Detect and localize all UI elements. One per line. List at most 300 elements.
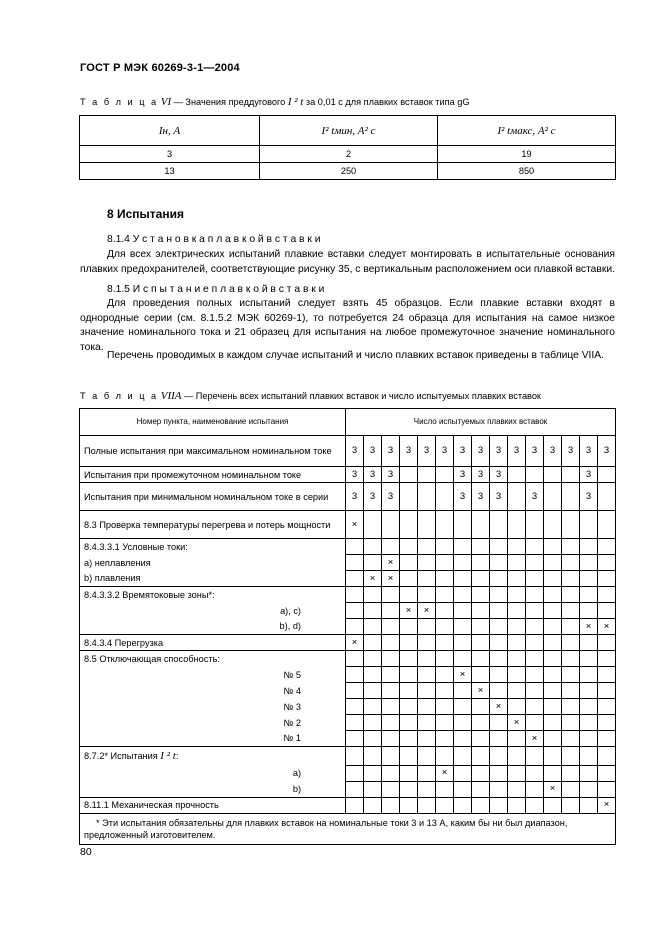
table7-cell [526, 587, 544, 603]
table7-cell [580, 603, 598, 619]
table-row [80, 539, 616, 555]
table7-cell [580, 667, 598, 683]
table7-cell [400, 635, 418, 651]
table7-cell [598, 511, 616, 539]
table7-cell [346, 651, 364, 667]
table7-cell [400, 797, 418, 813]
table7-cell [454, 765, 472, 781]
table7-cell [364, 797, 382, 813]
section-title: 8 Испытания [107, 207, 184, 221]
table7-cell [382, 797, 400, 813]
table7-row-label: b) плавления [80, 571, 346, 587]
table7-cell [562, 587, 580, 603]
table7-cell [400, 765, 418, 781]
table-cell: 3 [80, 146, 260, 163]
table7-cell [526, 683, 544, 699]
table-row [80, 667, 616, 683]
table-row [80, 511, 616, 539]
table-cell: 13 [80, 163, 260, 180]
table7-cell: 3 [364, 483, 382, 511]
table7-cell [490, 587, 508, 603]
table-row [80, 555, 616, 571]
table7-cell [436, 747, 454, 766]
table7-row-label: Испытания при минимальном номинальном токе в серии [80, 483, 346, 511]
table7-cell [508, 797, 526, 813]
table7-cell [472, 511, 490, 539]
table7-cell [436, 781, 454, 797]
table7-cell [526, 467, 544, 483]
table7-cell [508, 511, 526, 539]
table6-col-header: I² tмакс, А² с [438, 116, 616, 146]
table-row [80, 635, 616, 651]
table7-cell [418, 747, 436, 766]
table7-cell [508, 555, 526, 571]
table7-cell [472, 699, 490, 715]
table7-cell [436, 635, 454, 651]
table7-cell: 3 [364, 436, 382, 467]
table7-cell [418, 587, 436, 603]
table7-row-label: № 3 [80, 699, 346, 715]
table7-row-label: b), d) [80, 619, 346, 635]
table-row [80, 813, 616, 844]
subsection-814-text: Для всех электрических испытаний плавкие вставки следует монтировать в испытательные основания плавких предохранителей, соответствующие рисунку 35, с вертикальным расположением оси плавкой вставки. [80, 249, 615, 275]
table7-cell [490, 765, 508, 781]
table7-cell: 3 [382, 467, 400, 483]
table7-cell [490, 715, 508, 731]
table7-cell [472, 571, 490, 587]
table7-cell [382, 511, 400, 539]
table7-cell [346, 765, 364, 781]
table7-cell [562, 715, 580, 731]
table7-cell: × [346, 635, 364, 651]
table7-cell [418, 797, 436, 813]
table7-cell [454, 571, 472, 587]
table7-cell: 3 [346, 467, 364, 483]
table7-cell [382, 765, 400, 781]
table7-cell [346, 797, 364, 813]
table7-cell: × [598, 797, 616, 813]
table7-cell [454, 651, 472, 667]
table7-cell [472, 765, 490, 781]
table7-cell [508, 587, 526, 603]
table7-cell [598, 765, 616, 781]
table7-cell [454, 555, 472, 571]
table7-cell [580, 747, 598, 766]
table7-row-label: Полные испытания при максимальном номинальном токе [80, 436, 346, 467]
table7-cell: 3 [436, 436, 454, 467]
table7-cell [364, 747, 382, 766]
table7-cell [526, 539, 544, 555]
table7-cell [436, 587, 454, 603]
table7-cell [436, 467, 454, 483]
table7-cell [598, 555, 616, 571]
table7-cell [526, 603, 544, 619]
table7-row-label: 8.4.3.3.1 Условные токи: [80, 539, 346, 555]
table7-cell [562, 797, 580, 813]
table7-cell [508, 699, 526, 715]
table7-cell: 3 [580, 483, 598, 511]
table7-cell [364, 555, 382, 571]
table6-caption-text2: за 0,01 с для плавких вставок типа gG [303, 97, 470, 107]
table-cell: 250 [260, 163, 438, 180]
table7-cell [508, 747, 526, 766]
table7-cell [400, 683, 418, 699]
table7-cell [598, 715, 616, 731]
table7-col1-header: Номер пункта, наименование испытания [80, 409, 346, 436]
table-row [80, 571, 616, 587]
table7-cell [598, 539, 616, 555]
table7-cell [436, 699, 454, 715]
table7-cell: × [418, 603, 436, 619]
table7-cell [580, 511, 598, 539]
table7-cell [418, 781, 436, 797]
table7-cell [382, 667, 400, 683]
table7-cell [598, 587, 616, 603]
table7-cell: 3 [580, 467, 598, 483]
table7-cell: 3 [490, 436, 508, 467]
table6-caption [80, 96, 470, 108]
table7-cell [526, 651, 544, 667]
table7-caption [80, 390, 541, 402]
table7-cell [436, 731, 454, 747]
table7-cell [382, 539, 400, 555]
table7-cell [544, 731, 562, 747]
table7-cell [454, 587, 472, 603]
table7-cell [562, 765, 580, 781]
table7-cell: 3 [454, 436, 472, 467]
table7-cell [346, 603, 364, 619]
table7-cell [436, 539, 454, 555]
table7-row-label: 8.4.3.3.2 Времятоковые зоны*: [80, 587, 346, 603]
table7-col2-header: Число испытуемых плавких вставок [346, 409, 616, 436]
table7-cell [346, 667, 364, 683]
table7-cell [508, 651, 526, 667]
table7-row-label: № 2 [80, 715, 346, 731]
table7-cell [562, 467, 580, 483]
table7-cell [526, 797, 544, 813]
table7-cell [490, 511, 508, 539]
table7-row-label: а) неплавления [80, 555, 346, 571]
table7-cell: 3 [418, 436, 436, 467]
table7-cell [562, 747, 580, 766]
page-number: 80 [80, 846, 92, 858]
table7-cell: 3 [508, 436, 526, 467]
table7-cell [418, 651, 436, 667]
table7-cell [400, 483, 418, 511]
table7-cell [436, 667, 454, 683]
table7-cell [490, 555, 508, 571]
table7-cell [598, 747, 616, 766]
table7-cell [508, 571, 526, 587]
table7-cell [400, 699, 418, 715]
table7-cell [598, 667, 616, 683]
table7-cell: 3 [562, 436, 580, 467]
table7-cell [544, 619, 562, 635]
table7-cell [418, 571, 436, 587]
table7-cell [382, 699, 400, 715]
table7-cell [400, 511, 418, 539]
table-cell: 19 [438, 146, 616, 163]
table7-cell [364, 587, 382, 603]
table7-cell [454, 539, 472, 555]
table7 [79, 408, 616, 845]
table7-cell [364, 667, 382, 683]
table7-cell: 3 [454, 467, 472, 483]
table7-cell [544, 715, 562, 731]
table7-cell: × [598, 619, 616, 635]
table7-cell [454, 715, 472, 731]
table-row [80, 797, 616, 813]
table7-cell: × [346, 511, 364, 539]
table7-cell [562, 539, 580, 555]
table7-cell: 3 [598, 436, 616, 467]
table-row [80, 467, 616, 483]
table7-cell [346, 539, 364, 555]
table7-cell [436, 483, 454, 511]
table7-cell [580, 683, 598, 699]
table7-cell [490, 781, 508, 797]
table7-cell [472, 651, 490, 667]
table-row [80, 765, 616, 781]
table7-row-label: 8.3 Проверка температуры перегрева и потерь мощности [80, 511, 346, 539]
table7-row-label: № 4 [80, 683, 346, 699]
table-cell: 2 [260, 146, 438, 163]
table7-cell [418, 683, 436, 699]
table6-caption-num: VI [160, 96, 172, 108]
table7-cell [454, 781, 472, 797]
table7-cell [562, 571, 580, 587]
table7-cell [364, 651, 382, 667]
table7-cell [544, 747, 562, 766]
table6-caption-symbol: I ² t [287, 96, 304, 108]
table7-cell [418, 635, 436, 651]
table7-cell [490, 797, 508, 813]
table7-caption-label: Т а б л и ц а [80, 391, 159, 401]
table7-footnote: * Эти испытания обязательны для плавких вставок на номинальные токи 3 и 13 А, каким бы ни был диапазон, предложенный изготовителем. [80, 813, 616, 844]
table7-cell [562, 483, 580, 511]
table7-cell [544, 571, 562, 587]
table7-cell [544, 683, 562, 699]
table7-cell [472, 797, 490, 813]
table7-cell [598, 635, 616, 651]
table7-cell [346, 715, 364, 731]
table7-cell [544, 467, 562, 483]
table7-cell [472, 539, 490, 555]
table7-row-label: 8.7.2* Испытания I ² t: [80, 747, 346, 766]
table7-cell [400, 651, 418, 667]
table7-cell [562, 667, 580, 683]
table7-cell [400, 781, 418, 797]
table7-cell [580, 635, 598, 651]
table7-cell [508, 635, 526, 651]
table7-cell [562, 699, 580, 715]
table7-cell: 3 [382, 483, 400, 511]
table7-cell: × [364, 571, 382, 587]
table6 [79, 115, 616, 180]
table7-cell [580, 715, 598, 731]
table7-cell [436, 603, 454, 619]
table-row [80, 731, 616, 747]
table7-cell [418, 715, 436, 731]
table7-cell [400, 667, 418, 683]
table7-cell [580, 797, 598, 813]
table7-cell [526, 571, 544, 587]
table7-cell: 3 [490, 467, 508, 483]
table7-cell [544, 797, 562, 813]
table7-cell [526, 747, 544, 766]
table7-cell [598, 683, 616, 699]
table7-cell: 3 [472, 436, 490, 467]
table7-cell [418, 467, 436, 483]
table7-cell [508, 731, 526, 747]
table7-cell [508, 765, 526, 781]
table7-cell [418, 699, 436, 715]
table-row [80, 436, 616, 467]
table7-cell [454, 731, 472, 747]
table7-cell [508, 619, 526, 635]
table7-cell [598, 603, 616, 619]
table7-cell [364, 781, 382, 797]
table7-cell [436, 511, 454, 539]
table7-cell [544, 667, 562, 683]
subsection-815-text: Для проведения полных испытаний следует взять 45 образцов. Если плавкие вставки входят в однородные серии (см. 8.1.5.2 МЭК 60269-1), то потребуется 24 образца для испытания на самое низкое значение номинального тока и 21 образец для испытания на любое промежуточное значение номинального тока. [80, 298, 615, 353]
table7-cell [580, 587, 598, 603]
table7-cell [508, 781, 526, 797]
table7-cell [562, 511, 580, 539]
table-row [80, 699, 616, 715]
table7-cell [346, 731, 364, 747]
table6-col-header: I² tмин, А² с [260, 116, 438, 146]
table7-cell [382, 731, 400, 747]
table7-cell [400, 731, 418, 747]
table7-cell [526, 667, 544, 683]
table7-cell [598, 467, 616, 483]
table7-cell [490, 683, 508, 699]
table-row [80, 483, 616, 511]
table7-cell [526, 699, 544, 715]
table-row [80, 619, 616, 635]
table7-cell [580, 555, 598, 571]
table7-cell [436, 555, 454, 571]
table7-cell: × [526, 731, 544, 747]
table7-cell [562, 619, 580, 635]
table7-cell [490, 667, 508, 683]
subsection-815-title: 8.1.5 И с п ы т а н и е п л а в к о й в с т а в к и [107, 284, 325, 295]
table7-cell [598, 699, 616, 715]
table7-row-label: Испытания при промежуточном номинальном токе [80, 467, 346, 483]
table7-cell [454, 619, 472, 635]
table-row [80, 683, 616, 699]
table7-cell [364, 683, 382, 699]
table7-cell: 3 [490, 483, 508, 511]
table7-cell [598, 483, 616, 511]
table7-cell [346, 699, 364, 715]
table7-cell [544, 539, 562, 555]
table7-cell [382, 603, 400, 619]
table7-cell: 3 [364, 467, 382, 483]
table7-cell [562, 555, 580, 571]
table7-cell [544, 635, 562, 651]
table7-cell [346, 555, 364, 571]
table7-cell [436, 715, 454, 731]
table7-cell [418, 483, 436, 511]
table7-cell [472, 715, 490, 731]
table7-cell [436, 797, 454, 813]
table7-cell [418, 667, 436, 683]
table7-cell [472, 603, 490, 619]
table6-caption-label: Т а б л и ц а [80, 97, 159, 107]
table7-cell: 3 [526, 483, 544, 511]
table7-cell [526, 619, 544, 635]
table7-row-label: а) [80, 765, 346, 781]
table7-row-label: 8.4.3.4 Перегрузка [80, 635, 346, 651]
table7-cell [382, 635, 400, 651]
table7-cell [508, 667, 526, 683]
table7-cell: 3 [346, 483, 364, 511]
table7-cell [526, 765, 544, 781]
table7-cell [598, 731, 616, 747]
table7-cell: × [472, 683, 490, 699]
table7-cell: 3 [382, 436, 400, 467]
table7-cell: × [382, 571, 400, 587]
table7-cell [454, 747, 472, 766]
table7-cell [454, 603, 472, 619]
table7-cell [544, 483, 562, 511]
table7-cell [364, 603, 382, 619]
table7-cell [526, 715, 544, 731]
table7-cell [472, 667, 490, 683]
table7-cell [364, 511, 382, 539]
table7-cell [364, 619, 382, 635]
table7-cell [382, 781, 400, 797]
table7-cell [436, 651, 454, 667]
table7-cell [400, 587, 418, 603]
table7-cell [580, 765, 598, 781]
table7-cell [382, 747, 400, 766]
table7-cell [580, 571, 598, 587]
table7-cell [418, 731, 436, 747]
table7-cell: 3 [346, 436, 364, 467]
table7-cell: 3 [544, 436, 562, 467]
table7-cell [346, 781, 364, 797]
table7-cell [454, 683, 472, 699]
table7-cell [346, 683, 364, 699]
table7-cell [418, 555, 436, 571]
table7-cell: 3 [526, 436, 544, 467]
table7-cell [508, 603, 526, 619]
table7-cell [598, 651, 616, 667]
table7-cell [562, 635, 580, 651]
table7-cell [508, 467, 526, 483]
table7-cell [454, 511, 472, 539]
table7-row-label: № 5 [80, 667, 346, 683]
table7-row-label: № 1 [80, 731, 346, 747]
table7-cell [562, 731, 580, 747]
table7-cell: × [580, 619, 598, 635]
table7-cell [382, 587, 400, 603]
table7-cell: × [436, 765, 454, 781]
table7-cell [526, 635, 544, 651]
table7-cell: × [490, 699, 508, 715]
table7-cell [544, 587, 562, 603]
table7-cell [490, 571, 508, 587]
table7-cell [400, 555, 418, 571]
table7-cell [436, 571, 454, 587]
table7-cell [598, 571, 616, 587]
table7-row-label: а), с) [80, 603, 346, 619]
table7-cell: × [400, 603, 418, 619]
table7-cell [544, 555, 562, 571]
